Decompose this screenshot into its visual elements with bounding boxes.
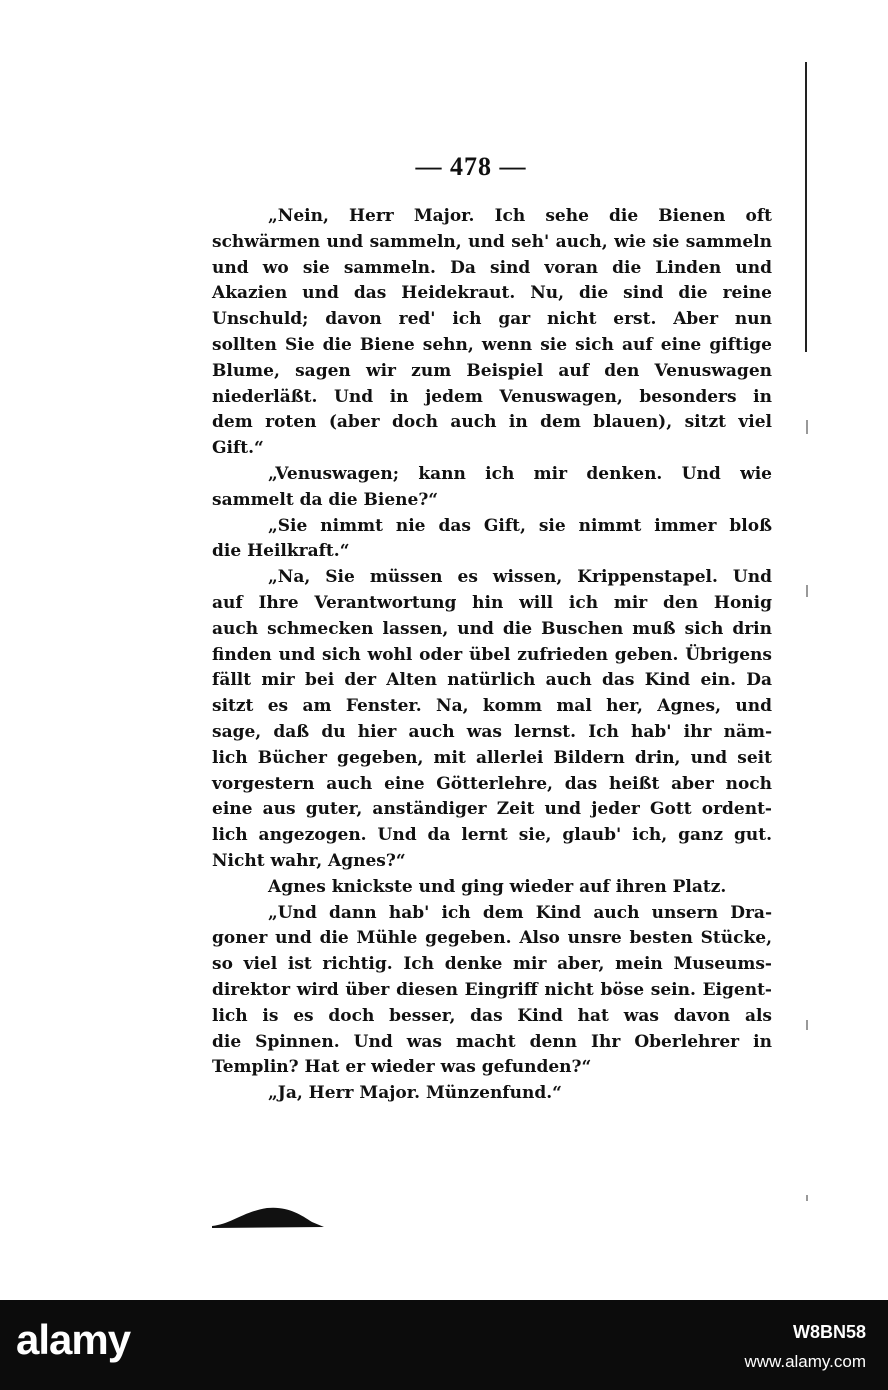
text-line: „Ja, Herr Major. Münzenfund.“ xyxy=(268,1083,562,1103)
text-line: die Heilkraft.“ xyxy=(212,541,350,561)
text-line: sage, daß du hier auch was lernst. Ich hab' ihr näm- xyxy=(212,722,772,742)
text-line: Blume, sagen wir zum Beispiel auf den Venuswagen xyxy=(212,361,772,381)
text-line: goner und die Mühle gegeben. Also unsre besten Stücke, xyxy=(212,928,772,948)
ink-blot xyxy=(212,1204,324,1228)
text-line: lich is es doch besser, das Kind hat was davon als xyxy=(212,1006,772,1026)
text-line: sitzt es am Fenster. Na, komm mal her, Agnes, und xyxy=(212,696,772,716)
margin-tick xyxy=(806,1195,808,1201)
text-line: lich Bücher gegeben, mit allerlei Bildern drin, und seit xyxy=(212,748,772,768)
text-line: die Spinnen. Und was macht denn Ihr Oberlehrer in xyxy=(212,1032,772,1052)
text-line: Akazien und das Heidekraut. Nu, die sind die reine xyxy=(212,283,772,303)
margin-tick xyxy=(806,1020,808,1030)
text-line: lich angezogen. Und da lernt sie, glaub' ich, ganz gut. xyxy=(212,825,772,845)
text-line: „Und dann hab' ich dem Kind auch unsern Dra- xyxy=(268,903,772,923)
margin-tick xyxy=(806,585,808,597)
text-line: auf Ihre Verantwortung hin will ich mir den Honig xyxy=(212,593,772,613)
image-id: W8BN58 xyxy=(792,1322,866,1342)
text-line: „Na, Sie müssen es wissen, Krippenstapel. Und xyxy=(268,567,772,587)
margin-rule xyxy=(805,62,807,352)
text-line: eine aus guter, anständiger Zeit und jeder Gott ordent- xyxy=(212,799,772,819)
page-number: — 478 — xyxy=(415,152,527,181)
text-line: direktor wird über diesen Eingriff nicht böse sein. Eigent- xyxy=(212,980,772,1000)
watermark-footer xyxy=(0,1300,888,1390)
text-line: Gift.“ xyxy=(212,438,264,458)
margin-tick xyxy=(806,420,808,434)
text-line: fällt mir bei der Alten natürlich auch das Kind ein. Da xyxy=(212,670,772,690)
text-line: sollten Sie die Biene sehn, wenn sie sich auf eine giftige xyxy=(212,335,772,355)
text-line: Templin? Hat er wieder was gefunden?“ xyxy=(212,1057,592,1077)
text-line: „Nein, Herr Major. Ich sehe die Bienen oft xyxy=(268,206,772,226)
text-line: sammelt da die Biene?“ xyxy=(212,490,439,510)
text-line: Unschuld; davon red' ich gar nicht erst. Aber nun xyxy=(212,309,772,329)
text-line: und wo sie sammeln. Da sind voran die Linden und xyxy=(212,258,772,278)
text-line: dem roten (aber doch auch in dem blauen), sitzt viel xyxy=(212,412,772,432)
text-line: Nicht wahr, Agnes?“ xyxy=(212,851,406,871)
text-line: „Sie nimmt nie das Gift, sie nimmt immer bloß xyxy=(268,516,772,536)
text-line: vorgestern auch eine Götterlehre, das heißt aber noch xyxy=(212,774,772,794)
site-url: www.alamy.com xyxy=(744,1352,866,1371)
text-line: schwärmen und sammeln, und seh' auch, wie sie sammeln xyxy=(212,232,772,252)
text-line: „Venuswagen; kann ich mir denken. Und wie xyxy=(268,464,772,484)
text-line: finden und sich wohl oder übel zufrieden geben. Übrigens xyxy=(212,645,772,665)
alamy-logo: alamy xyxy=(16,1316,131,1363)
text-line: niederläßt. Und in jedem Venuswagen, besonders in xyxy=(212,387,772,407)
text-line: Agnes knickste und ging wieder auf ihren Platz. xyxy=(268,877,727,897)
text-line: so viel ist richtig. Ich denke mir aber, mein Museums- xyxy=(212,954,772,974)
text-line: auch schmecken lassen, und die Buschen muß sich drin xyxy=(212,619,772,639)
